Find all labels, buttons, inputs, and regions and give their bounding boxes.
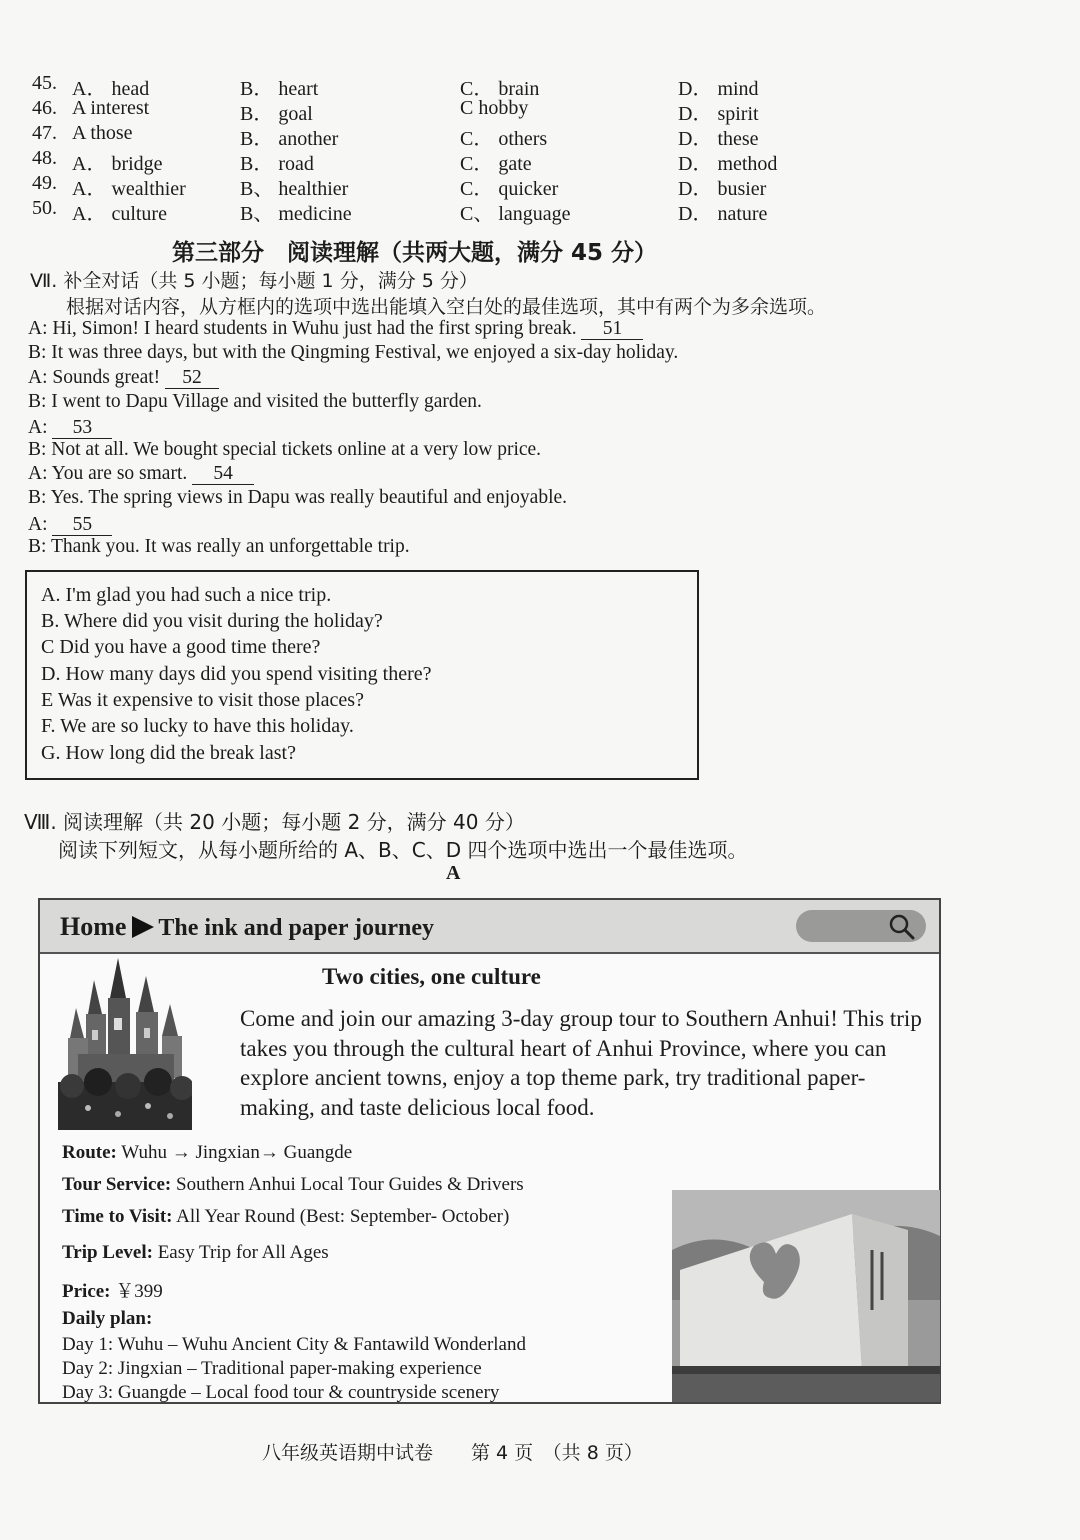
answer-blank-54[interactable]: 54 (192, 464, 254, 485)
info-label: Route: (62, 1142, 117, 1163)
cloze-row-45 (32, 72, 1042, 100)
dialogue-options-box (25, 570, 699, 780)
dialogue-text: A: Hi, Simon! I heard students in Wuhu just had the first spring break. (28, 318, 577, 339)
option-a: A． culture (72, 203, 167, 225)
section-8-instruction: 阅读下列短文，从每小题所给的 A、B、C、D 四个选项中选出一个最佳选项。 (58, 838, 748, 862)
tour-title: Two cities, one culture (322, 964, 541, 989)
info-trip-level (62, 1242, 329, 1264)
info-label: Trip Level: (62, 1242, 153, 1263)
option-item: E Was it expensive to visit those places? (41, 689, 364, 711)
option-b: B． heart (240, 78, 319, 100)
answer-blank-51[interactable]: 51 (581, 319, 643, 340)
info-daily-plan (62, 1308, 152, 1330)
dialogue-line (28, 487, 567, 509)
option-item: G. How long did the break last? (41, 742, 296, 764)
dialogue-text: B: I went to Dapu Village and visited the butterfly garden. (28, 391, 482, 412)
dialogue-text: A: Sounds great! (28, 367, 161, 388)
search-icon[interactable] (888, 913, 916, 941)
dialogue-line (28, 342, 678, 364)
dialogue-line (28, 439, 541, 461)
info-value: Southern Anhui Local Tour Guides & Drivers (171, 1174, 524, 1195)
dialogue-text: B: Thank you. It was really an unforgettable trip. (28, 536, 410, 557)
page-footer: 八年级英语期中试卷 第 4 页 （共 8 页） (262, 1442, 643, 1464)
answer-blank-52[interactable]: 52 (165, 368, 219, 389)
info-route (62, 1142, 352, 1164)
info-label: Time to Visit: (62, 1206, 173, 1227)
option-item: B. Where did you visit during the holiday? (41, 610, 383, 632)
section-8-heading: Ⅷ. 阅读理解（共 20 小题；每小题 2 分，满分 40 分） (24, 810, 525, 834)
option-b: B、 healthier (240, 178, 349, 200)
breadcrumb (60, 912, 434, 942)
dialogue-line (28, 367, 219, 389)
info-value: Easy Trip for All Ages (152, 1242, 329, 1263)
info-value: All Year Round (Best: September- October) (172, 1206, 510, 1227)
option-b: B． road (240, 153, 314, 175)
option-item: C Did you have a good time there? (41, 636, 321, 658)
option-d: D． these (678, 128, 759, 150)
cloze-row-49 (32, 172, 1042, 200)
question-number: 50. (32, 197, 57, 219)
question-number: 46. (32, 97, 57, 119)
info-time-to-visit (62, 1206, 509, 1228)
dialogue-line (28, 514, 112, 536)
cloze-row-46 (32, 97, 1042, 125)
passage-label: A (446, 862, 461, 884)
arrow-right-icon (132, 916, 154, 938)
option-c: C． brain (460, 78, 540, 100)
info-value: Wuhu → Jingxian→ Guangde (116, 1142, 353, 1163)
info-value: ￥399 (110, 1281, 163, 1302)
cloze-row-47 (32, 122, 1042, 150)
info-label: Price: (62, 1281, 111, 1302)
option-c: C． others (460, 128, 548, 150)
option-b: B． another (240, 128, 339, 150)
tour-intro: Come and join our amazing 3-day group tour to Southern Anhui! This trip takes you through the cultural heart of Anhui Province, where you can explore ancient towns, enjoy a top theme park, try traditional paper-making, and taste delicious local food. (240, 1006, 922, 1120)
option-d: D． spirit (678, 103, 759, 125)
option-item: D. How many days did you spend visiting there? (41, 663, 432, 685)
castle-photo (58, 958, 192, 1130)
info-label: Daily plan: (62, 1308, 153, 1329)
option-a: A． bridge (72, 153, 163, 175)
webpage-header (40, 900, 939, 954)
option-c: C hobby (460, 97, 529, 119)
option-d: D． mind (678, 78, 759, 100)
breadcrumb-current: The ink and paper journey (158, 915, 435, 941)
question-number: 45. (32, 72, 57, 94)
section-7-instruction: 根据对话内容，从方框内的选项中选出能填入空白处的最佳选项，其中有两个为多余选项。 (66, 296, 827, 318)
dialogue-text: B: Not at all. We bought special tickets online at a very low price. (28, 439, 542, 460)
option-d: D． busier (678, 178, 767, 200)
question-number: 49. (32, 172, 57, 194)
day-plan-item: Day 1: Wuhu – Wuhu Ancient City & Fantawild Wonderland (62, 1334, 526, 1355)
option-a: A． head (72, 78, 150, 100)
question-number: 48. (32, 147, 57, 169)
question-number: 47. (32, 122, 57, 144)
option-item: F. We are so lucky to have this holiday. (41, 715, 354, 737)
day-plan-item: Day 3: Guangde – Local food tour & countryside scenery (62, 1382, 500, 1403)
option-d: D． nature (678, 203, 768, 225)
option-item: A. I'm glad you had such a nice trip. (41, 584, 332, 606)
option-a: A interest (72, 97, 150, 119)
section-7-heading: Ⅶ. 补全对话（共 5 小题；每小题 1 分，满分 5 分） (30, 270, 478, 292)
tour-webpage (38, 898, 941, 1404)
dialogue-text: B: It was three days, but with the Qingming Festival, we enjoyed a six-day holiday. (28, 342, 679, 363)
dialogue-line (28, 417, 112, 439)
cloze-row-48 (32, 147, 1042, 175)
cloze-row-50 (32, 197, 1042, 225)
option-b: B． goal (240, 103, 313, 125)
dialogue-line (28, 318, 643, 340)
option-a: A those (72, 122, 133, 144)
option-b: B、 medicine (240, 203, 352, 225)
option-a: A． wealthier (72, 178, 186, 200)
option-c: C、 language (460, 203, 571, 225)
answer-blank-55[interactable]: 55 (52, 515, 112, 536)
dialogue-line (28, 463, 254, 485)
dialogue-text: A: You are so smart. (28, 463, 188, 484)
answer-blank-53[interactable]: 53 (52, 418, 112, 439)
option-c: C． quicker (460, 178, 559, 200)
museum-photo (672, 1190, 940, 1402)
option-d: D． method (678, 153, 778, 175)
option-c: C． gate (460, 153, 532, 175)
dialogue-line (28, 536, 410, 558)
dialogue-text: A: (28, 514, 48, 535)
part-three-title: 第三部分 阅读理解（共两大题，满分 45 分） (172, 240, 658, 266)
info-price (62, 1276, 163, 1303)
info-label: Tour Service: (62, 1174, 172, 1195)
info-tour-service (62, 1174, 524, 1196)
day-plan-item: Day 2: Jingxian – Traditional paper-making experience (62, 1358, 482, 1379)
dialogue-text: B: Yes. The spring views in Dapu was really beautiful and enjoyable. (28, 487, 568, 508)
search-bar[interactable] (796, 910, 926, 942)
breadcrumb-home[interactable]: Home (60, 912, 127, 941)
dialogue-line (28, 391, 482, 413)
dialogue-text: A: (28, 417, 48, 438)
